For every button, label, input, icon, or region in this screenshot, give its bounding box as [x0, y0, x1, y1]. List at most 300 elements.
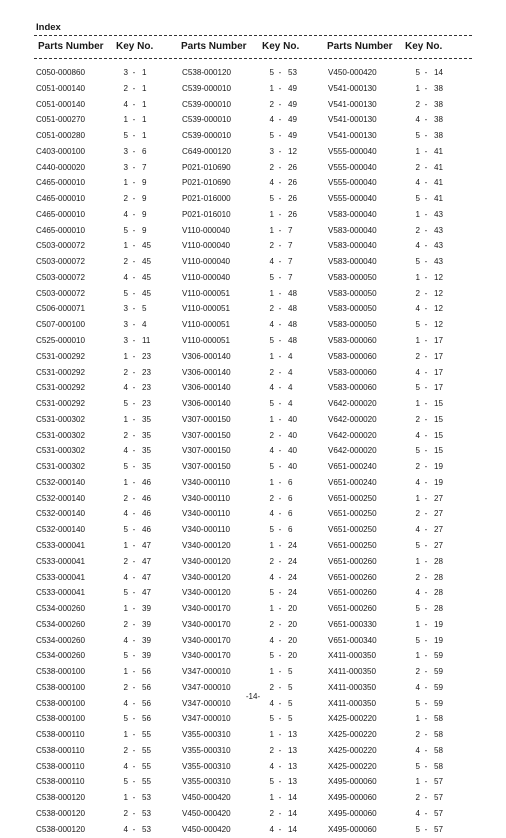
key-figure: 1 — [123, 540, 128, 550]
key-number — [116, 333, 154, 349]
index-row — [182, 238, 300, 254]
index-row — [182, 475, 300, 491]
key-number — [116, 790, 154, 806]
key-item: 7 — [142, 162, 147, 172]
index-row — [328, 112, 446, 128]
key-item: 23 — [142, 367, 152, 377]
index-row — [328, 349, 446, 365]
key-separator: - — [424, 572, 428, 582]
key-figure: 5 — [269, 777, 274, 787]
part-number: V110-000040 — [182, 225, 231, 235]
index-row — [36, 711, 154, 727]
key-number — [262, 491, 300, 507]
part-number: V340-000170 — [182, 619, 231, 629]
key-figure: 2 — [269, 367, 274, 377]
key-item: 24 — [288, 540, 298, 550]
part-number: V651-000340 — [328, 635, 377, 645]
index-row — [182, 301, 300, 317]
key-figure: 3 — [123, 68, 128, 77]
header-top-rule — [34, 35, 472, 36]
key-separator: - — [278, 730, 282, 740]
key-number — [116, 664, 154, 680]
index-row — [36, 617, 154, 633]
key-figure: 5 — [123, 462, 128, 472]
key-number — [408, 601, 446, 617]
index-row — [328, 144, 446, 160]
key-separator: - — [132, 745, 136, 755]
part-number: C403-000100 — [36, 146, 86, 156]
index-row — [182, 522, 300, 538]
index-row — [328, 648, 446, 664]
key-figure: 1 — [123, 414, 128, 424]
part-number: V583-000060 — [328, 383, 377, 393]
part-number: V583-000040 — [328, 241, 377, 251]
key-item: 38 — [434, 99, 444, 109]
key-figure: 2 — [123, 257, 128, 267]
index-column-1 — [36, 65, 154, 838]
key-figure: 1 — [123, 793, 128, 803]
key-item: 49 — [288, 131, 298, 141]
part-number: V347-000010 — [182, 682, 231, 692]
key-figure: 1 — [269, 351, 274, 361]
key-separator: - — [132, 477, 136, 487]
index-row — [36, 144, 154, 160]
part-number: V651-000260 — [328, 588, 377, 598]
key-number — [262, 538, 300, 554]
index-row — [36, 175, 154, 191]
part-number: V642-000020 — [328, 399, 377, 409]
key-figure: 2 — [123, 493, 128, 503]
key-separator: - — [424, 493, 428, 503]
key-number — [262, 601, 300, 617]
key-separator: - — [278, 446, 282, 456]
key-figure: 2 — [415, 572, 420, 582]
key-item: 1 — [142, 68, 147, 77]
key-number — [262, 238, 300, 254]
key-separator: - — [132, 730, 136, 740]
key-item: 45 — [142, 241, 152, 251]
key-separator: - — [424, 446, 428, 456]
key-number — [116, 412, 154, 428]
key-separator: - — [424, 730, 428, 740]
key-item: 24 — [288, 588, 298, 598]
part-number: V306-000140 — [182, 399, 231, 409]
key-separator: - — [424, 525, 428, 535]
key-item: 53 — [142, 793, 152, 803]
key-separator: - — [278, 430, 282, 440]
key-separator: - — [278, 572, 282, 582]
key-figure: 5 — [123, 525, 128, 535]
key-number — [408, 396, 446, 412]
key-separator: - — [132, 383, 136, 393]
key-number — [262, 617, 300, 633]
part-number: P021-016000 — [182, 194, 231, 204]
key-number — [262, 822, 300, 838]
key-separator: - — [132, 793, 136, 803]
key-number — [408, 711, 446, 727]
part-number: C533-000041 — [36, 540, 86, 550]
key-item: 5 — [288, 682, 293, 692]
key-figure: 5 — [415, 383, 420, 393]
key-number — [262, 317, 300, 333]
key-number — [262, 301, 300, 317]
key-item: 20 — [288, 619, 298, 629]
key-number — [408, 617, 446, 633]
key-figure: 4 — [269, 824, 274, 834]
key-item: 12 — [434, 288, 444, 298]
key-number — [116, 727, 154, 743]
key-separator: - — [278, 162, 282, 172]
index-row — [182, 664, 300, 680]
key-item: 11 — [142, 336, 151, 346]
key-item: 5 — [288, 698, 293, 708]
key-figure: 5 — [415, 698, 420, 708]
key-separator: - — [424, 383, 428, 393]
key-separator: - — [132, 462, 136, 472]
key-number — [262, 128, 300, 144]
index-row — [36, 475, 154, 491]
key-separator: - — [424, 178, 428, 188]
key-item: 12 — [434, 320, 444, 330]
key-figure: 2 — [123, 194, 128, 204]
part-number: V450-000420 — [182, 793, 231, 803]
key-separator: - — [278, 320, 282, 330]
index-row — [36, 538, 154, 554]
key-item: 56 — [142, 698, 152, 708]
index-row — [328, 286, 446, 302]
key-number — [408, 270, 446, 286]
key-item: 15 — [434, 430, 444, 440]
part-number: C538-000100 — [36, 714, 86, 724]
key-number — [408, 664, 446, 680]
key-item: 1 — [142, 115, 147, 125]
key-item: 59 — [434, 698, 444, 708]
key-separator: - — [424, 651, 428, 661]
key-figure: 4 — [415, 430, 420, 440]
key-figure: 4 — [269, 115, 274, 125]
index-row — [328, 128, 446, 144]
part-number: V555-000040 — [328, 194, 377, 204]
key-item: 6 — [288, 493, 293, 503]
part-number: C538-000110 — [36, 761, 85, 771]
key-figure: 1 — [269, 225, 274, 235]
key-figure: 4 — [269, 698, 274, 708]
key-figure: 2 — [415, 414, 420, 424]
part-number: C531-000302 — [36, 446, 86, 456]
part-number: C538-000110 — [36, 745, 85, 755]
index-row — [36, 664, 154, 680]
part-number: V541-000130 — [328, 115, 377, 125]
key-figure: 5 — [415, 635, 420, 645]
key-number — [262, 664, 300, 680]
key-separator: - — [132, 430, 136, 440]
key-separator: - — [424, 272, 428, 282]
part-number: X425-000220 — [328, 714, 377, 724]
part-number: X495-000060 — [328, 777, 377, 787]
key-item: 55 — [142, 745, 152, 755]
key-figure: 5 — [415, 540, 420, 550]
key-number — [262, 759, 300, 775]
key-item: 13 — [288, 730, 298, 740]
key-separator: - — [424, 808, 428, 818]
part-number: C531-000292 — [36, 351, 86, 361]
key-item: 9 — [142, 178, 147, 188]
key-separator: - — [132, 761, 136, 771]
key-number — [116, 254, 154, 270]
key-figure: 1 — [269, 414, 274, 424]
key-number — [116, 270, 154, 286]
key-item: 13 — [288, 761, 298, 771]
key-separator: - — [424, 430, 428, 440]
key-figure: 1 — [123, 178, 128, 188]
key-separator: - — [278, 824, 282, 834]
key-item: 17 — [434, 351, 444, 361]
key-separator: - — [132, 509, 136, 519]
key-figure: 5 — [123, 777, 128, 787]
key-figure: 2 — [123, 556, 128, 566]
key-figure: 2 — [269, 99, 274, 109]
index-column-3 — [328, 65, 446, 838]
key-number — [408, 207, 446, 223]
index-row — [36, 585, 154, 601]
index-row — [182, 443, 300, 459]
key-separator: - — [278, 272, 282, 282]
key-item: 28 — [434, 556, 444, 566]
part-number: C532-000140 — [36, 477, 86, 487]
key-figure: 4 — [123, 209, 128, 219]
key-number — [262, 412, 300, 428]
part-number: V583-000050 — [328, 272, 377, 282]
key-separator: - — [424, 477, 428, 487]
part-number: C539-000010 — [182, 115, 232, 125]
part-number: V340-000110 — [182, 525, 231, 535]
key-separator: - — [424, 288, 428, 298]
key-separator: - — [424, 131, 428, 141]
key-item: 19 — [434, 619, 444, 629]
index-row — [36, 238, 154, 254]
part-number: V307-000150 — [182, 414, 231, 424]
key-figure: 4 — [415, 241, 420, 251]
key-item: 41 — [434, 146, 444, 156]
index-row — [36, 191, 154, 207]
key-item: 35 — [142, 414, 152, 424]
key-figure: 4 — [269, 257, 274, 267]
key-figure: 1 — [269, 288, 274, 298]
key-item: 46 — [142, 509, 152, 519]
key-figure: 2 — [123, 83, 128, 93]
index-row — [328, 97, 446, 113]
key-separator: - — [278, 477, 282, 487]
index-row — [36, 365, 154, 381]
key-separator: - — [132, 288, 136, 298]
key-figure: 2 — [269, 304, 274, 314]
key-item: 6 — [288, 509, 293, 519]
key-number — [116, 223, 154, 239]
key-figure: 3 — [123, 162, 128, 172]
key-number — [116, 522, 154, 538]
index-row — [36, 491, 154, 507]
key-separator: - — [278, 83, 282, 93]
key-number — [262, 333, 300, 349]
index-row — [328, 570, 446, 586]
part-number: V340-000170 — [182, 635, 231, 645]
index-row — [328, 633, 446, 649]
part-number: V651-000240 — [328, 462, 377, 472]
key-figure: 1 — [123, 115, 128, 125]
key-figure: 1 — [415, 399, 420, 409]
key-separator: - — [132, 414, 136, 424]
index-row — [36, 790, 154, 806]
key-number — [262, 396, 300, 412]
index-row — [328, 601, 446, 617]
index-row — [182, 286, 300, 302]
index-row — [36, 81, 154, 97]
key-item: 28 — [434, 604, 444, 614]
index-row — [36, 207, 154, 223]
key-separator: - — [278, 698, 282, 708]
key-item: 39 — [142, 619, 152, 629]
part-number: V651-000260 — [328, 572, 377, 582]
part-number: V307-000150 — [182, 462, 231, 472]
key-number — [262, 806, 300, 822]
key-item: 23 — [142, 383, 152, 393]
key-separator: - — [132, 651, 136, 661]
key-number — [116, 396, 154, 412]
part-number: X411-000350 — [328, 682, 377, 692]
key-separator: - — [132, 336, 136, 346]
key-number — [116, 144, 154, 160]
key-item: 43 — [434, 241, 444, 251]
key-figure: 2 — [123, 430, 128, 440]
key-separator: - — [278, 540, 282, 550]
key-figure: 2 — [269, 162, 274, 172]
index-row — [36, 428, 154, 444]
key-number — [408, 538, 446, 554]
index-row — [36, 97, 154, 113]
key-figure: 4 — [269, 572, 274, 582]
page-number: -14- — [245, 692, 261, 701]
key-number — [262, 254, 300, 270]
key-figure: 1 — [415, 146, 420, 156]
key-separator: - — [132, 115, 136, 125]
key-separator: - — [424, 619, 428, 629]
key-separator: - — [424, 257, 428, 267]
part-number: V307-000150 — [182, 446, 231, 456]
index-row — [182, 648, 300, 664]
part-number: V306-000140 — [182, 383, 231, 393]
key-figure: 4 — [269, 509, 274, 519]
key-separator: - — [424, 99, 428, 109]
index-row — [328, 270, 446, 286]
key-number — [408, 81, 446, 97]
part-number: C538-000110 — [36, 777, 85, 787]
part-number: X411-000350 — [328, 667, 377, 677]
index-row — [328, 238, 446, 254]
key-item: 55 — [142, 730, 152, 740]
key-separator: - — [132, 162, 136, 172]
key-figure: 5 — [415, 446, 420, 456]
part-number: C534-000260 — [36, 651, 86, 661]
index-row — [36, 759, 154, 775]
part-number: V340-000120 — [182, 572, 231, 582]
index-row — [36, 112, 154, 128]
part-number: C538-000120 — [36, 824, 86, 834]
key-item: 39 — [142, 651, 152, 661]
index-row — [182, 81, 300, 97]
index-row — [182, 175, 300, 191]
page-title: Index — [36, 22, 61, 33]
key-figure: 1 — [415, 336, 420, 346]
part-number: C531-000302 — [36, 414, 86, 424]
part-number: C539-000010 — [182, 99, 232, 109]
key-figure: 1 — [415, 272, 420, 282]
key-number — [116, 65, 154, 81]
part-number: C538-000120 — [36, 793, 86, 803]
key-item: 59 — [434, 682, 444, 692]
key-number — [408, 443, 446, 459]
index-row — [182, 617, 300, 633]
key-item: 47 — [142, 572, 152, 582]
key-item: 9 — [142, 209, 147, 219]
index-row — [328, 65, 446, 81]
index-row — [36, 270, 154, 286]
index-row — [182, 459, 300, 475]
key-item: 49 — [288, 99, 298, 109]
key-item: 56 — [142, 667, 152, 677]
key-item: 57 — [434, 808, 444, 818]
key-number — [262, 365, 300, 381]
key-number — [262, 112, 300, 128]
key-item: 27 — [434, 525, 444, 535]
index-row — [182, 711, 300, 727]
part-number: C532-000140 — [36, 525, 86, 535]
key-item: 48 — [288, 288, 298, 298]
key-separator: - — [424, 209, 428, 219]
key-item: 19 — [434, 635, 444, 645]
key-item: 12 — [288, 146, 298, 156]
key-number — [116, 317, 154, 333]
key-figure: 4 — [415, 808, 420, 818]
index-row — [36, 601, 154, 617]
key-figure: 3 — [269, 146, 274, 156]
part-number: V340-000110 — [182, 477, 231, 487]
key-figure: 4 — [269, 761, 274, 771]
key-figure: 2 — [123, 808, 128, 818]
part-number: V583-000060 — [328, 336, 377, 346]
key-number — [116, 538, 154, 554]
key-figure: 4 — [269, 446, 274, 456]
index-row — [182, 806, 300, 822]
key-separator: - — [278, 178, 282, 188]
key-separator: - — [424, 83, 428, 93]
part-number: C525-000010 — [36, 336, 86, 346]
index-row — [182, 727, 300, 743]
key-item: 14 — [288, 808, 298, 818]
key-number — [408, 112, 446, 128]
key-item: 24 — [288, 556, 298, 566]
key-figure: 4 — [123, 446, 128, 456]
key-item: 58 — [434, 730, 444, 740]
key-item: 4 — [142, 320, 147, 330]
index-row — [182, 97, 300, 113]
key-number — [262, 428, 300, 444]
index-row — [328, 759, 446, 775]
key-item: 38 — [434, 131, 444, 141]
key-figure: 4 — [123, 572, 128, 582]
index-row — [182, 743, 300, 759]
part-number: C532-000140 — [36, 493, 86, 503]
key-separator: - — [132, 446, 136, 456]
